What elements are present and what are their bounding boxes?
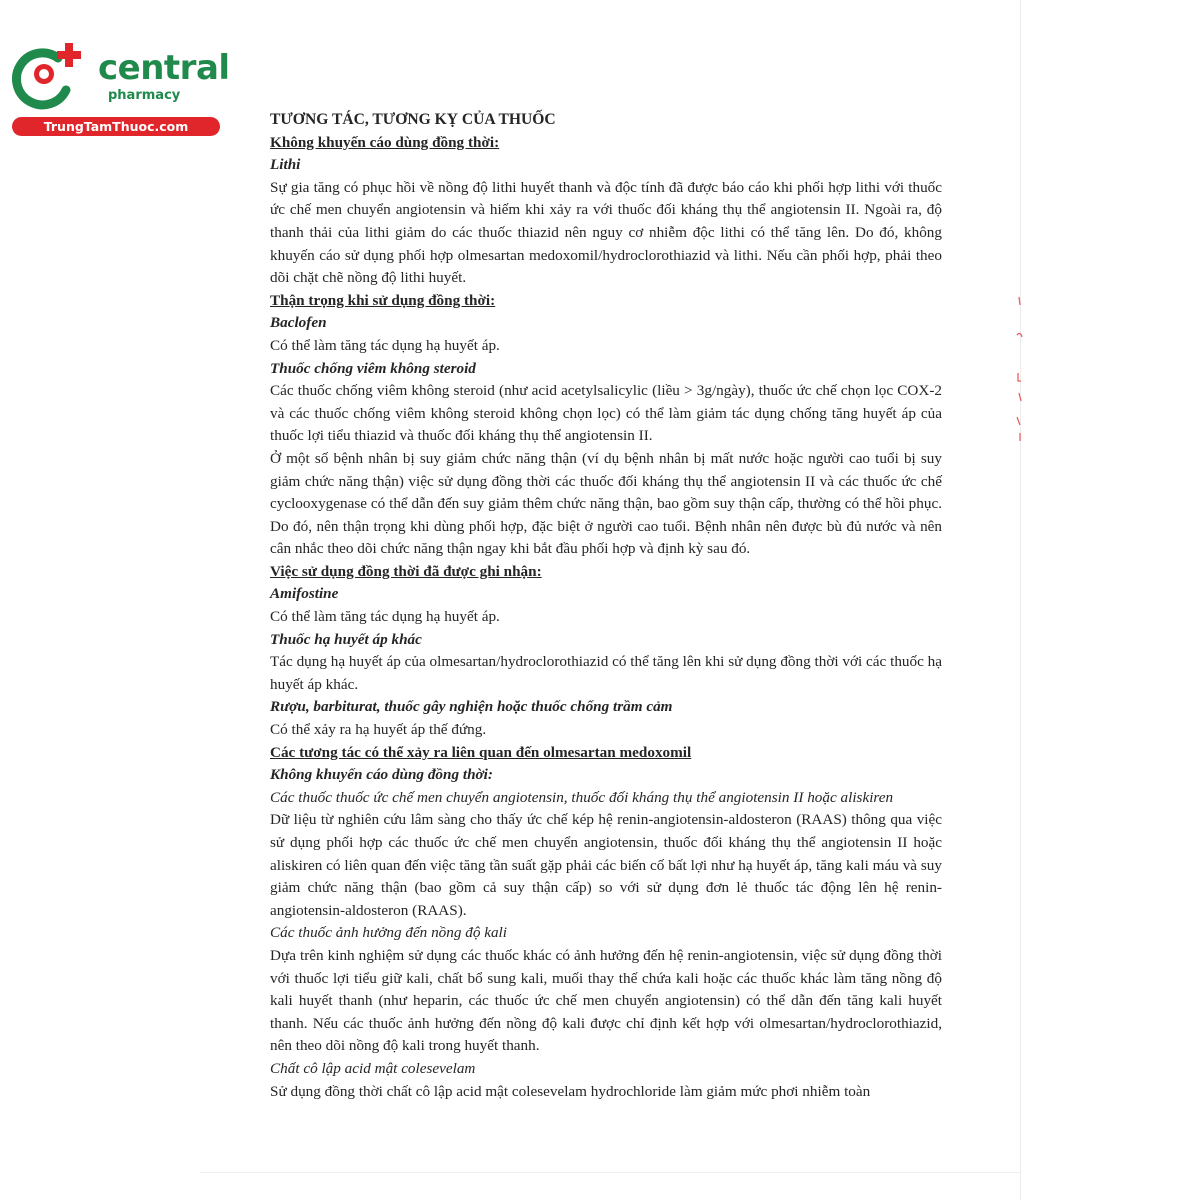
paragraph: Có thể xảy ra hạ huyết áp thế đứng. <box>270 721 487 739</box>
section-heading: Không khuyến cáo dùng đồng thời: <box>270 133 500 151</box>
section-heading: Thận trọng khi sử dụng đồng thời: <box>270 291 496 309</box>
subsection-heading: Amifostine <box>270 585 339 603</box>
subsection-heading: Rượu, barbiturat, thuốc gây nghiện hoặc thuốc chống trầm cảm <box>270 698 673 716</box>
subsection-heading-italic: Các thuốc thuốc ức chế men chuyển angiotensin, thuốc đối kháng thụ thể angiotensin II hoặc aliskiren <box>270 788 894 806</box>
section-heading: Các tương tác có thể xảy ra liên quan đến olmesartan medoxomil <box>270 743 692 761</box>
paragraph: Dựa trên kinh nghiệm sử dụng các thuốc khác có ảnh hưởng đến hệ renin-angiotensin, việc sử dụng đồng thời với thuốc lợi tiểu giữ kali, chất bổ sung kali, muối thay thế chứa kali hoặc các thuốc khác làm tăng nồng độ kali huyết thanh (như heparin, các thuốc ức chế men chuyển angiotensin) có thể dẫn đến tăng kali huyết thanh. Nếu các thuốc ảnh hưởng đến nồng độ kali được chỉ định kết hợp với olmesartan/hydroclorothiazid, nên theo dõi nồng độ kali trong huyết thanh. <box>270 946 942 1055</box>
page-edge-right <box>1020 0 1021 1200</box>
subsection-heading: Không khuyến cáo dùng đồng thời: <box>270 766 493 784</box>
subsection-heading-italic: Chất cô lập acid mật colesevelam <box>270 1059 476 1077</box>
paragraph: Dữ liệu từ nghiên cứu lâm sàng cho thấy ức chế kép hệ renin-angiotensin-aldosteron (RAAS) thông qua việc sử dụng phối hợp các thuốc ức chế men chuyển angiotensin, thuốc đối kháng thụ thể angiotensin II hoặc aliskiren có liên quan đến việc tăng tần suất gặp phải các biến cố bất lợi như hạ huyết áp, tăng kali máu và suy giảm chức năng thận (bao gồm cả suy thận cấp) so với sử dụng đơn lẻ thuốc tác động lên hệ renin-angiotensin-aldosteron (RAAS). <box>270 811 942 919</box>
brand-subtitle: pharmacy <box>108 88 181 103</box>
paragraph: Sự gia tăng có phục hồi về nồng độ lithi huyết thanh và độc tính đã được báo cáo khi phối hợp lithi với thuốc ức chế men chuyển angiotensin và hiếm khi xảy ra với thuốc đối kháng thụ thể angiotensin II. Ngoài ra, độ thanh thải của lithi giảm do các thuốc thiazid nên nguy cơ nhiễm độc lithi có thể tăng lên. Do đó, không khuyến cáo sử dụng phối hợp olmesartan medoxomil/hydroclorothiazid và lithi. Nếu cần phối hợp, phải theo dõi chặt chẽ nồng độ lithi huyết. <box>270 178 942 287</box>
logo-mark-icon <box>10 40 90 112</box>
paragraph: Tác dụng hạ huyết áp của olmesartan/hydroclorothiazid có thể tăng lên khi sử dụng đồng thời với các thuốc hạ huyết áp khác. <box>270 653 942 693</box>
subsection-heading: Lithi <box>270 156 301 174</box>
paragraph: Có thể làm tăng tác dụng hạ huyết áp. <box>270 608 500 626</box>
central-pharmacy-logo <box>10 40 230 140</box>
document-body <box>270 109 942 1103</box>
brand-url-badge: TrungTamThuoc.com <box>12 117 220 136</box>
section-heading: Việc sử dụng đồng thời đã được ghi nhận: <box>270 562 542 580</box>
paragraph: Có thể làm tăng tác dụng hạ huyết áp. <box>270 336 500 354</box>
red-stamp-marks <box>1012 295 1026 445</box>
subsection-heading: Baclofen <box>270 314 327 332</box>
paragraph: Ở một số bệnh nhân bị suy giảm chức năng thận (ví dụ bệnh nhân bị mất nước hoặc người cao tuổi bị suy giảm chức năng thận) việc sử dụng đồng thời các thuốc đối kháng thụ thể angiotensin II và các thuốc ức chế cyclooxygenase có thể dẫn đến suy giảm thêm chức năng thận, bao gồm suy thận cấp, thường có thể hồi phục. Do đó, nên thận trọng khi dùng phối hợp, đặc biệt ở người cao tuổi. Bệnh nhân nên được bù đủ nước và nên cân nhắc theo dõi chức năng thận ngay khi bắt đầu phối hợp và định kỳ sau đó. <box>270 449 942 558</box>
subsection-heading: Thuốc chống viêm không steroid <box>270 359 476 377</box>
brand-name: central <box>98 48 230 88</box>
subsection-heading-italic: Các thuốc ảnh hưởng đến nồng độ kali <box>270 924 508 942</box>
paragraph: Sử dụng đồng thời chất cô lập acid mật colesevelam hydrochloride làm giảm mức phơi nhiễm toàn <box>270 1082 871 1100</box>
document-title: TƯƠNG TÁC, TƯƠNG KỴ CỦA THUỐC <box>270 111 556 128</box>
paragraph: Các thuốc chống viêm không steroid (như acid acetylsalicylic (liều > 3g/ngày), thuốc ức chế chọn lọc COX-2 và các thuốc chống viêm không steroid không chọn lọc) có thể làm giảm tác dụng chống tăng huyết áp của thuốc lợi tiểu thiazid và thuốc đối kháng thụ thể angiotensin II. <box>270 382 942 445</box>
page-edge-bottom <box>200 1172 1020 1173</box>
subsection-heading: Thuốc hạ huyết áp khác <box>270 630 422 648</box>
